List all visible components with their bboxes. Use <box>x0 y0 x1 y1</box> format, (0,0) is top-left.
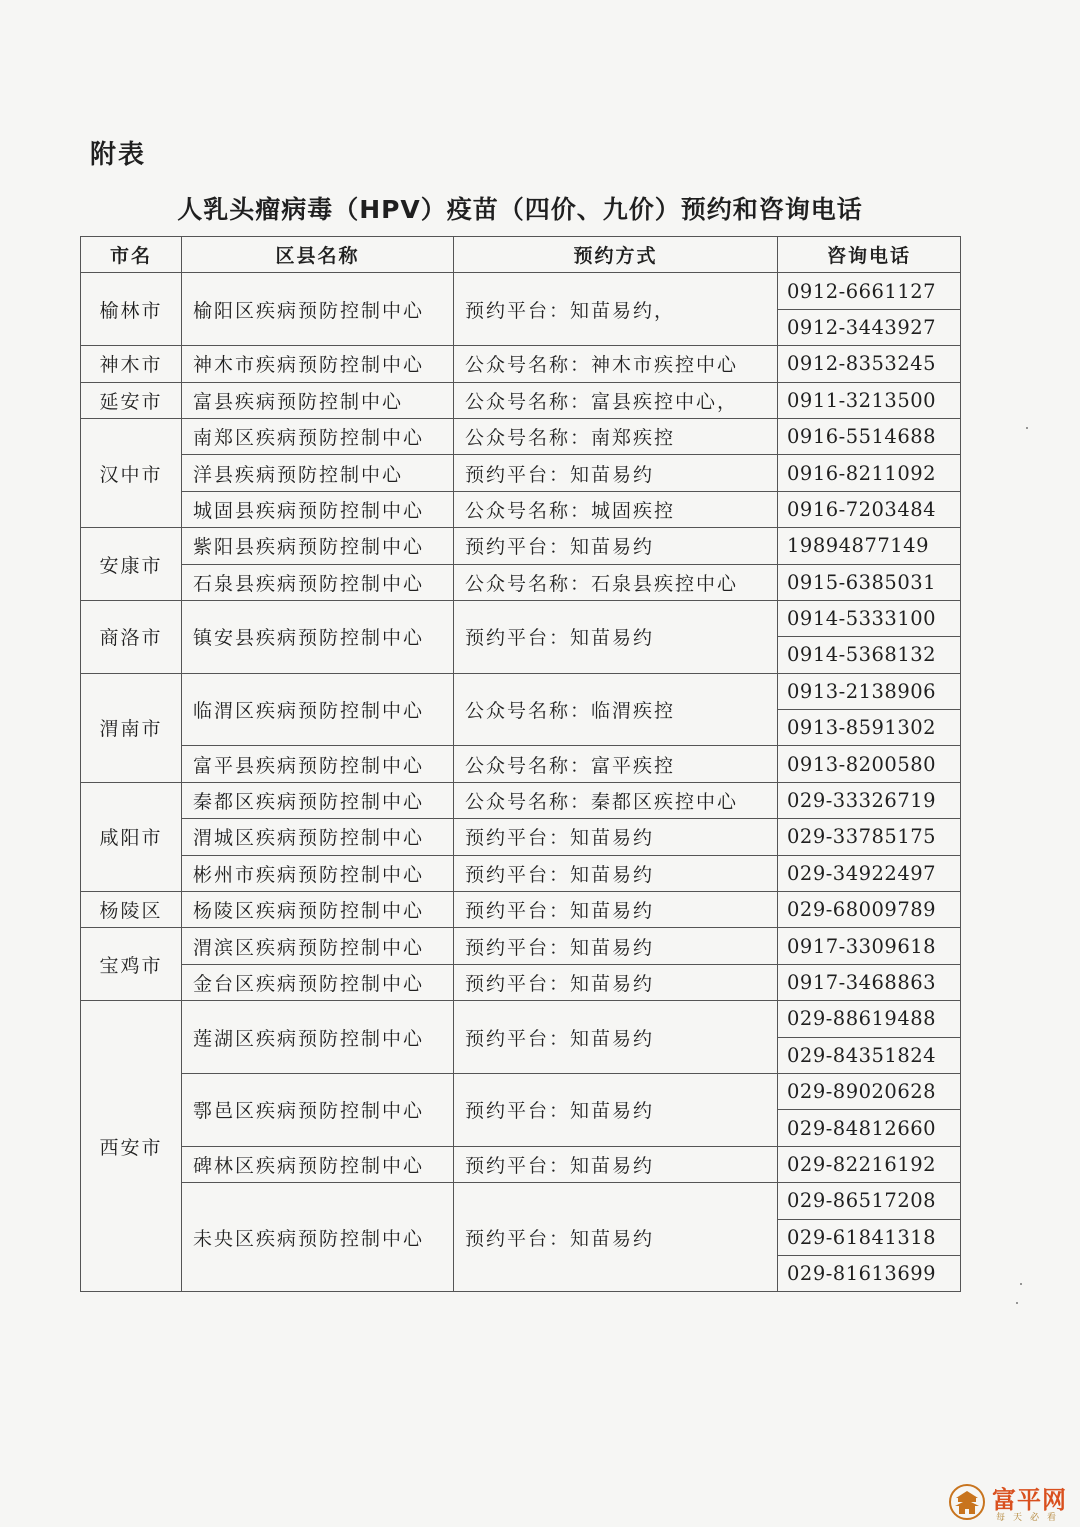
method-cell: 公众号名称：神木市疾控中心 <box>454 346 778 382</box>
phone-cell: 029-33785175 <box>778 819 961 855</box>
district-cell: 渭城区疾病预防控制中心 <box>182 819 454 855</box>
method-cell: 预约平台：知苗易约 <box>454 928 778 964</box>
phone-cell: 0914-5333100 <box>778 600 961 636</box>
district-cell: 渭滨区疾病预防控制中心 <box>182 928 454 964</box>
method-cell: 预约平台：知苗易约 <box>454 455 778 491</box>
table-row <box>81 819 961 855</box>
table-row <box>81 346 961 382</box>
table-row <box>81 382 961 418</box>
phone-cell: 029-84812660 <box>778 1110 961 1146</box>
phone-cell: 0916-8211092 <box>778 455 961 491</box>
method-cell: 公众号名称：石泉县疾控中心 <box>454 564 778 600</box>
phone-cell: 0912-3443927 <box>778 309 961 345</box>
document-title: 人乳头瘤病毒（HPV）疫苗（四价、九价）预约和咨询电话 <box>177 195 863 224</box>
district-cell: 未央区疾病预防控制中心 <box>182 1183 454 1292</box>
phone-cell: 0914-5368132 <box>778 637 961 673</box>
table-row <box>81 673 961 709</box>
phone-cell: 029-86517208 <box>778 1183 961 1219</box>
city-cell: 西安市 <box>81 1001 182 1292</box>
method-cell: 预约平台：知苗易约 <box>454 819 778 855</box>
city-cell: 宝鸡市 <box>81 928 182 1001</box>
method-cell: 预约平台：知苗易约， <box>454 273 778 346</box>
table-row <box>81 782 961 818</box>
district-cell: 榆阳区疾病预防控制中心 <box>182 273 454 346</box>
table-row <box>81 964 961 1000</box>
city-cell: 延安市 <box>81 382 182 418</box>
district-cell: 南郑区疾病预防控制中心 <box>182 418 454 454</box>
phone-cell: 0917-3309618 <box>778 928 961 964</box>
phone-cell: 029-88619488 <box>778 1001 961 1037</box>
city-cell: 咸阳市 <box>81 782 182 891</box>
table-row <box>81 892 961 928</box>
table-row <box>81 491 961 527</box>
method-cell: 预约平台：知苗易约 <box>454 1073 778 1146</box>
phone-cell: 0916-7203484 <box>778 491 961 527</box>
method-cell: 公众号名称：富平疾控 <box>454 746 778 782</box>
table-row <box>81 1183 961 1219</box>
phone-cell: 029-89020628 <box>778 1073 961 1109</box>
district-cell: 彬州市疾病预防控制中心 <box>182 855 454 891</box>
district-cell: 洋县疾病预防控制中心 <box>182 455 454 491</box>
table-row <box>81 1073 961 1109</box>
district-cell: 镇安县疾病预防控制中心 <box>182 600 454 673</box>
city-cell: 渭南市 <box>81 673 182 782</box>
phone-cell: 0913-2138906 <box>778 673 961 709</box>
table-row <box>81 746 961 782</box>
phone-cell: 029-68009789 <box>778 892 961 928</box>
city-cell: 商洛市 <box>81 600 182 673</box>
vaccine-appointment-table <box>80 236 961 1292</box>
method-cell: 预约平台：知苗易约 <box>454 1001 778 1074</box>
scan-speck <box>1016 1302 1018 1304</box>
table-header-row <box>81 237 961 273</box>
phone-cell: 029-34922497 <box>778 855 961 891</box>
phone-cell: 029-84351824 <box>778 1037 961 1073</box>
district-cell: 莲湖区疾病预防控制中心 <box>182 1001 454 1074</box>
district-cell: 杨陵区疾病预防控制中心 <box>182 892 454 928</box>
header-method: 预约方式 <box>454 237 778 273</box>
district-cell: 紫阳县疾病预防控制中心 <box>182 528 454 564</box>
city-cell: 榆林市 <box>81 273 182 346</box>
district-cell: 金台区疾病预防控制中心 <box>182 964 454 1000</box>
method-cell: 公众号名称：南郑疾控 <box>454 418 778 454</box>
table-row <box>81 455 961 491</box>
table-row <box>81 1001 961 1037</box>
method-cell: 公众号名称：富县疾控中心， <box>454 382 778 418</box>
phone-cell: 029-33326719 <box>778 782 961 818</box>
method-cell: 公众号名称：临渭疾控 <box>454 673 778 746</box>
phone-cell: 19894877149 <box>778 528 961 564</box>
district-cell: 神木市疾病预防控制中心 <box>182 346 454 382</box>
district-cell: 富县疾病预防控制中心 <box>182 382 454 418</box>
table-row <box>81 1146 961 1182</box>
method-cell: 预约平台：知苗易约 <box>454 600 778 673</box>
phone-cell: 029-81613699 <box>778 1255 961 1291</box>
city-cell: 安康市 <box>81 528 182 601</box>
watermark-subtext: 每天必看 <box>996 1513 1065 1523</box>
phone-cell: 0917-3468863 <box>778 964 961 1000</box>
scan-speck <box>1026 427 1028 429</box>
table-body <box>81 273 961 1292</box>
phone-cell: 029-82216192 <box>778 1146 961 1182</box>
table-row <box>81 928 961 964</box>
table-row <box>81 418 961 454</box>
method-cell: 预约平台：知苗易约 <box>454 855 778 891</box>
method-cell: 公众号名称：秦都区疾控中心 <box>454 782 778 818</box>
district-cell: 鄠邑区疾病预防控制中心 <box>182 1073 454 1146</box>
district-cell: 城固县疾病预防控制中心 <box>182 491 454 527</box>
method-cell: 预约平台：知苗易约 <box>454 964 778 1000</box>
phone-cell: 0916-5514688 <box>778 418 961 454</box>
district-cell: 临渭区疾病预防控制中心 <box>182 673 454 746</box>
method-cell: 预约平台：知苗易约 <box>454 528 778 564</box>
pagoda-logo-icon <box>948 1484 986 1520</box>
method-cell: 预约平台：知苗易约 <box>454 1183 778 1292</box>
appendix-label: 附表 <box>90 140 147 170</box>
district-cell: 富平县疾病预防控制中心 <box>182 746 454 782</box>
phone-cell: 0912-6661127 <box>778 273 961 309</box>
method-cell: 预约平台：知苗易约 <box>454 1146 778 1182</box>
phone-cell: 0915-6385031 <box>778 564 961 600</box>
table-row <box>81 528 961 564</box>
phone-cell: 0913-8591302 <box>778 710 961 746</box>
district-cell: 石泉县疾病预防控制中心 <box>182 564 454 600</box>
district-cell: 秦都区疾病预防控制中心 <box>182 782 454 818</box>
header-district: 区县名称 <box>182 237 454 273</box>
method-cell: 公众号名称：城固疾控 <box>454 491 778 527</box>
phone-cell: 029-61841318 <box>778 1219 961 1255</box>
city-cell: 汉中市 <box>81 418 182 527</box>
district-cell: 碑林区疾病预防控制中心 <box>182 1146 454 1182</box>
scan-speck <box>1020 1283 1022 1285</box>
phone-cell: 0913-8200580 <box>778 746 961 782</box>
table-row <box>81 600 961 636</box>
watermark-text: 富平网 <box>992 1486 1067 1514</box>
header-city: 市名 <box>81 237 182 273</box>
phone-cell: 0912-8353245 <box>778 346 961 382</box>
site-watermark <box>946 1480 1076 1524</box>
phone-cell: 0911-3213500 <box>778 382 961 418</box>
method-cell: 预约平台：知苗易约 <box>454 892 778 928</box>
city-cell: 神木市 <box>81 346 182 382</box>
table-row <box>81 273 961 309</box>
table-row <box>81 855 961 891</box>
header-phone: 咨询电话 <box>778 237 961 273</box>
table-row <box>81 564 961 600</box>
city-cell: 杨陵区 <box>81 892 182 928</box>
